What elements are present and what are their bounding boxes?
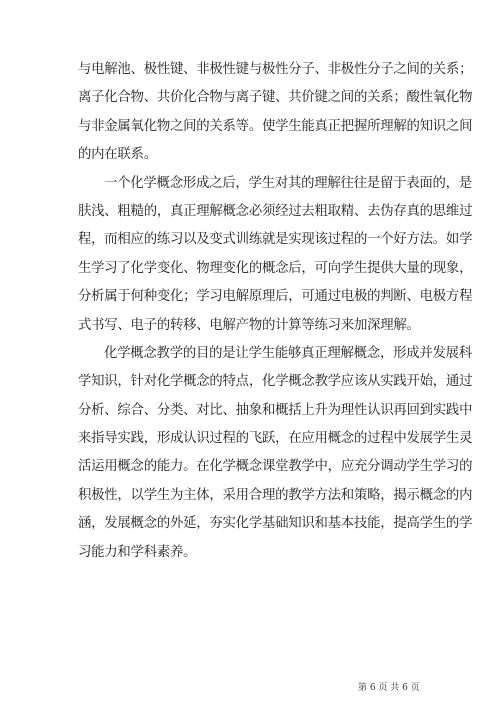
page-number-label: 第 6 页 共 6 页: [358, 683, 420, 693]
text-line: 习能力和学科素养。: [78, 544, 197, 560]
text-line: 分析、综合、分类、对比、抽象和概括上升为理性认识再回到实践中: [78, 402, 473, 418]
text-line: 学知识，针对化学概念的特点，化学概念教学应该从实践开始，通过: [78, 374, 473, 390]
page-footer: [358, 682, 420, 694]
text-line: 涵，发展概念的外延，夯实化学基础知识和基本技能，提高学生的学: [78, 516, 473, 532]
document-body: [78, 56, 473, 567]
text-line: 离子化合物、共价化合物与离子键、共价键之间的关系；酸性氧化物: [78, 90, 473, 106]
text-line: 与非金属氧化物之间的关系等。使学生能真正把握所理解的知识之间: [78, 118, 473, 134]
text-line: 程，而相应的练习以及变式训练就是实现该过程的一个好方法。如学: [78, 232, 473, 248]
paragraph-2: [78, 170, 473, 340]
text-line: 活运用概念的能力。在化学概念课堂教学中，应充分调动学生学习的: [78, 459, 473, 475]
text-line: 分析属于何种变化；学习电解原理后，可通过电极的判断、电极方程: [78, 289, 473, 305]
text-line: 生学习了化学变化、物理变化的概念后，可向学生提供大量的现象，: [78, 260, 473, 276]
text-line: 一个化学概念形成之后，学生对其的理解往往是留于表面的，是: [104, 175, 472, 191]
text-line: 肤浅、粗糙的，真正理解概念必须经过去粗取精、去伪存真的思维过: [78, 203, 473, 219]
text-line: 化学概念教学的目的是让学生能够真正理解概念，形成并发展科: [104, 345, 472, 361]
text-line: 式书写、电子的转移、电解产物的计算等练习来加深理解。: [78, 317, 420, 333]
text-line: 的内在联系。: [78, 147, 157, 163]
text-line: 积极性，以学生为主体，采用合理的教学方法和策略，揭示概念的内: [78, 487, 473, 503]
paragraph-1: [78, 56, 473, 170]
text-line: 来指导实践，形成认识过程的飞跃，在应用概念的过程中发展学生灵: [78, 431, 473, 447]
text-line: 与电解池、极性键、非极性键与极性分子、非极性分子之间的关系；: [78, 62, 473, 77]
paragraph-3: [78, 340, 473, 567]
